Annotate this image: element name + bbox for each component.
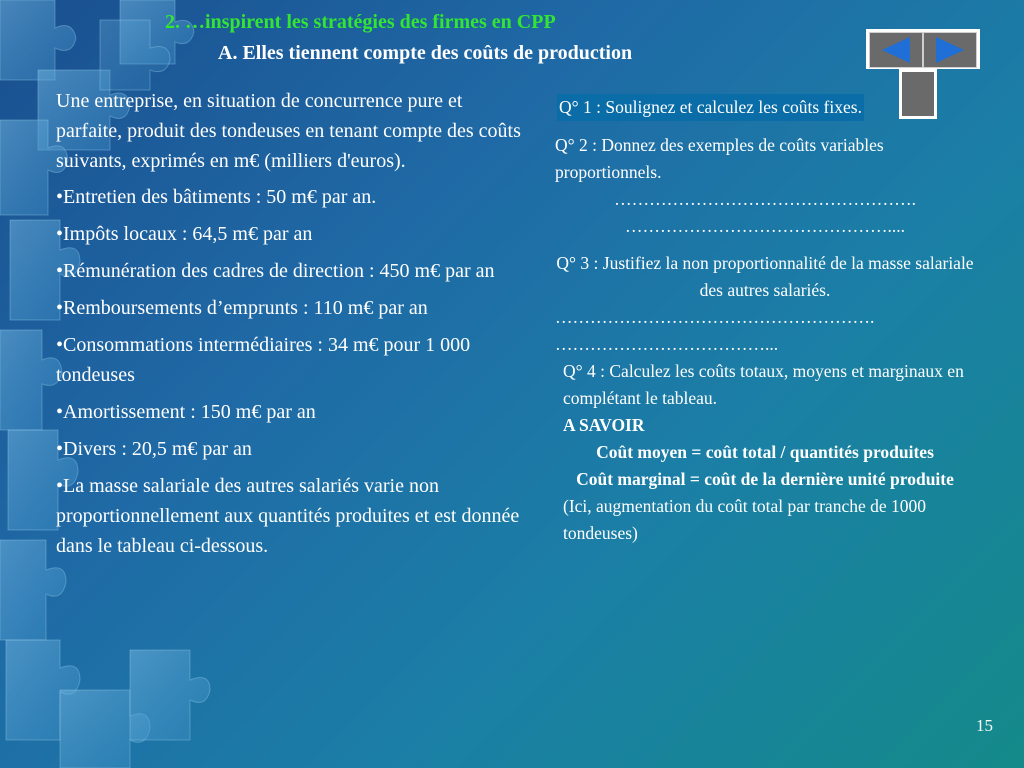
cost-description bbox=[56, 86, 526, 568]
marginal-cost-note: (Ici, augmentation du coût total par tranche de 1000 tondeuses) bbox=[563, 496, 926, 543]
intro-paragraph: Une entreprise, en situation de concurrence pure et parfaite, produit des tondeuses en tenant compte des coûts suivants, exprimés en m€ (milliers d'euros). bbox=[56, 90, 521, 172]
answer-line: ………………………………... bbox=[555, 334, 779, 354]
list-item: •La masse salariale des autres salariés varie non proportionnellement aux quantités produites et est donnée dans le tableau ci-dessous. bbox=[56, 475, 520, 557]
list-item: •Consommations intermédiaires : 34 m€ pour 1 000 tondeuses bbox=[56, 334, 471, 386]
previous-slide-button[interactable] bbox=[869, 32, 923, 68]
questions-panel bbox=[555, 94, 975, 547]
question-4: Q° 4 : Calculez les coûts totaux, moyens et marginaux en complétant le tableau. bbox=[563, 361, 964, 408]
question-3: Q° 3 : Justifiez la non proportionnalité de la masse salariale des autres salariés. bbox=[556, 253, 974, 300]
answer-line: ………………………………………………. bbox=[555, 307, 875, 327]
page-number: 15 bbox=[976, 716, 993, 735]
list-item: •Amortissement : 150 m€ par an bbox=[56, 401, 316, 423]
answer-line: ……………………………………………. bbox=[614, 189, 916, 209]
list-item: •Impôts locaux : 64,5 m€ par an bbox=[56, 223, 313, 245]
question-2: Q° 2 : Donnez des exemples de coûts variables proportionnels. bbox=[555, 135, 884, 182]
list-item: •Rémunération des cadres de direction : 450 m€ par an bbox=[56, 260, 495, 282]
next-slide-button[interactable] bbox=[923, 32, 977, 68]
average-cost-formula: Coût moyen = coût total / quantités produites bbox=[596, 442, 934, 462]
list-item: •Divers : 20,5 m€ par an bbox=[56, 438, 252, 460]
slide-subtitle: A. Elles tiennent compte des coûts de production bbox=[218, 42, 633, 64]
question-1: Q° 1 : Soulignez et calculez les coûts fixes. bbox=[557, 94, 864, 121]
triangle-right-icon bbox=[924, 33, 976, 67]
slide-section-title: 2. …inspirent les stratégies des firmes en CPP bbox=[165, 11, 556, 33]
a-savoir-heading: A SAVOIR bbox=[563, 415, 645, 435]
answer-line: ……………………………………….... bbox=[625, 216, 905, 236]
triangle-left-icon bbox=[870, 33, 922, 67]
marginal-cost-formula: Coût marginal = coût de la dernière unité produite bbox=[576, 469, 954, 489]
list-item: •Entretien des bâtiments : 50 m€ par an. bbox=[56, 186, 377, 208]
list-item: •Remboursements d’emprunts : 110 m€ par an bbox=[56, 297, 428, 319]
slide-navigation bbox=[866, 29, 980, 69]
